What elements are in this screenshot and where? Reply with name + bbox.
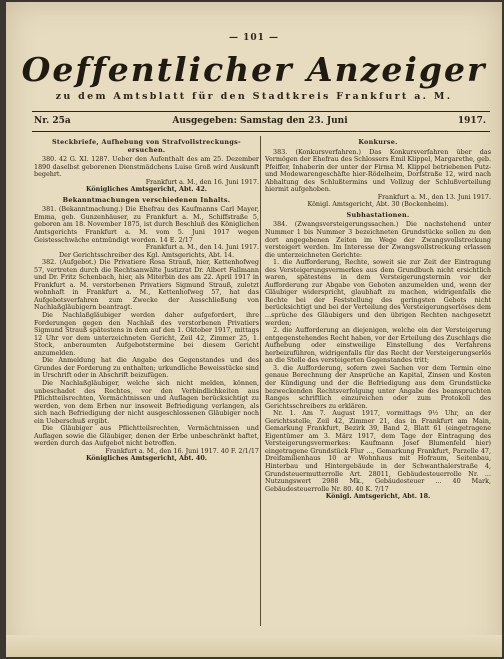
issue-bar (34, 116, 486, 130)
issue-year: 1917. (457, 116, 486, 126)
dateline: Frankfurt a. M., den 16. Juni 1917. 40 F. 2/1/17 (105, 446, 259, 455)
paragraph: Die Nachlaßgläubiger, welche sich nicht melden, können, unbeschadet des Rechtes, vor den Verbindlichkeiten aus Pflichtteilsrechten, Vermächtnissen und Auflagen berücksichtigt zu werden, von dem Erben nur insoweit Befriedigung verlangen, als sich nach Befriedigung der nicht ausgeschlossenen Gläubiger noch ein Ueberschuß ergibt. (34, 378, 259, 425)
masthead-subtitle: zu dem Amtsblatt für den Stadtkreis Frankfurt a. M. (55, 91, 453, 102)
section-heading: Bekanntmachungen verschiedenen Inhalts. (62, 195, 231, 204)
paragraph: 384. (Zwangsversteigerungssachen.) Die nachstehend unter Nummer 1 bis Nummer 3 bezeichneten Grundstücke sollen zu den dort angegebenen Zeiten im Wege der Zwangsvollstreckung versteigert werden. Im Interesse der Zwangsvollstreckung erlassen die unterzeichneten Gerichte: (265, 220, 491, 259)
signature-line: Königliches Amtsgericht, Abt. 42. (86, 185, 207, 194)
dateline: Frankfurt a. M., den 13. Juni 1917. (377, 192, 491, 201)
paragraph: 383. (Konkursverfahren.) Das Konkursverfahren über das Vermögen der Ehefrau des Schlossers Emil Klippel, Margarethe, geb. Pfeiffer, Inhaberin der unter der Firma M. Klippel betriebenen Putz- und Modewarengeschäfte hier-Rödelheim, Dorfstraße 12, wird nach Abhaltung des Schlußtermins und Vollzug der Schlußverteilung hiermit aufgehoben. (265, 147, 491, 194)
header-rule-bottom (32, 131, 490, 132)
section-heading: Subhastationen. (346, 210, 410, 219)
masthead-title: Oeffentlicher Anzeiger (21, 50, 487, 89)
dateline: Frankfurt a. M., den 16. Juni 1917. (145, 177, 259, 186)
header-rule-top (32, 111, 490, 112)
paragraph: 2. die Aufforderung an diejenigen, welche ein der Versteigerung entgegenstehendes Recht haben, vor der Erteilung des Zuschlags die Aufhebung oder einstweilige Einstellung des Verfahrens herbeizuführen, widrigenfalls für das Recht der Versteigerungserlös an die Stelle des versteigerten Gegenstandes tritt; (265, 326, 491, 365)
paragraph: Nr. 1. Am 7. August 1917, vormittags 9½ Uhr, an der Gerichtsstelle, Zeil 42, Zimmer 21, das in Frankfurt am Main, Gemarkung Frankfurt, Bezirk 39, Band 2, Blatt 61 (eingetragene Eigentümer am 3. März 1917, dem Tage der Eintragung des Versteigerungsvermerkes: Kaufmann Josef Blumenfeld hier) eingetragene Grundstück Flur ..., Gemarkung Frankfurt, Parzelle 47, Dreifamilienhaus 10 ar Wohnhaus mit Hofraum, Seitenbau, Hinterbau und Hintergebäude in der Schwanthalerstraße 4, Grundsteuermutterrolle Art. 28011, Gebäudesteuerrolle Nr. ... Nutzungswert 2988 Mk., Gebäudesteuer ... 40 Mark, Gebäudesteuerrolle Nr. 80. 40 K. 7/17 (265, 409, 491, 493)
page-bottom-margin (6, 635, 502, 657)
paragraph: Die Gläubiger aus Pflichtteilsrechten, Vermächtnissen und Auflagen sowie die Gläubiger, denen der Erbe unbeschränkt haftet, werden durch das Aufgebot nicht betroffen. (34, 424, 259, 448)
paragraph: 380. 42 G. XI. 1287. Ueber den Aufenthalt des am 25. Dezember 1890 daselbst geborenen Dienstmädchens Luise Groß wird Auskunft begehrt. (34, 155, 259, 179)
paragraph: 381. (Bekanntmachung.) Die Ehefrau des Kaufmanns Carl Mayer, Emma, geb. Gunzenhäuser, zu Frankfurt a. M., Schiffstraße 5, geboren am 18. November 1875, ist durch Beschluß des Königlichen Amtsgerichts Frankfurt a. M. vom 5. Juni 1917 wegen Geistesschwäche entmündigt worden. 14 E. 2/17 (34, 205, 259, 244)
left-column (34, 136, 259, 463)
paragraph: 382. (Aufgebot.) Die Privatiere Rosa Strauß, hier, Kettenhofweg 57, vertreten durch die Rechtsanwälte Justizrat Dr. Albert Fallmann und Dr. Fritz Schenbach, hier, als Miterbin des am 22. April 1917 in Frankfurt a. M. verstorbenen Privatiers Sigmund Strauß, zuletzt wohnhaft in Frankfurt a. M., Kettenhofweg 57, hat das Aufgebotsverfahren zum Zwecke der Ausschließung von Nachlaßgläubigern beantragt. (34, 258, 259, 312)
paragraph: 1. die Aufforderung, Rechte, soweit sie zur Zeit der Eintragung des Versteigerungsvermerkes aus dem Grundbuch nicht ersichtlich waren, spätestens in dem Versteigerungstermin vor der Aufforderung zur Abgabe von Geboten anzumelden und, wenn der Gläubiger widerspricht, glaubhaft zu machen, widrigenfalls die Rechte bei der Feststellung des geringsten Gebots nicht berücksichtigt und bei der Verteilung des Versteigerungserlöses dem ...sprüche des Gläubigers und den übrigen Rechten nachgesetzt werden; (265, 258, 491, 327)
section-heading: Konkurse. (358, 138, 398, 146)
paragraph: Die Nachlaßgläubiger werden daher aufgefordert, ihre Forderungen gegen den Nachlaß des verstorbenen Privatiers Sigmund Strauß spätestens in dem auf den 1. Oktober 1917, mittags 12 Uhr vor dem unterzeichneten Gericht, Zeil 42, Zimmer 25, 1. Stock, anberaumten Aufgebotstermine bei diesem Gericht anzumelden. (34, 311, 259, 357)
signature-line: Königliches Amtsgericht, Abt. 40. (86, 454, 207, 463)
page-number: — 101 — (228, 33, 280, 43)
section-heading: Steckbriefe, Aufhebung von Strafvollstreckungs-ersuchen. (52, 138, 241, 154)
issue-date: Ausgegeben: Samstag den 23. Juni (172, 116, 348, 126)
paragraph: Die Anmeldung hat die Angabe des Gegenstandes und des Grundes der Forderung zu enthalten; urkundliche Beweisstücke sind in Urschrift oder in Abschrift beizufügen. (34, 356, 259, 380)
right-column (265, 136, 491, 501)
signature-line: Königl. Amtsgericht, Abt. 18. (325, 492, 431, 501)
newspaper-page (6, 2, 502, 657)
paragraph: 3. die Aufforderung, sofern zwei Sachen vor dem Termin eine genaue Berechnung der Ansprüche an Kapital, Zinsen und Kosten der Kündigung und der die Befriedigung aus dem Grundstücke bezweckenden Rechtsverfolgung unter Angabe des beanspruchten Ranges schriftlich einzureichen oder zum Protokoll des Gerichtsschreibers zu erklären. (265, 363, 491, 410)
dateline: Frankfurt a. M., den 14. Juni 1917. (145, 243, 259, 252)
authority-line: Königl. Amtsgericht, Abt. 30 (Bockenheim). (307, 200, 449, 209)
column-divider (260, 136, 261, 626)
issue-number: Nr. 25a (34, 116, 71, 126)
authority-line: Der Gerichtsschreiber des Kgl. Amtsgerichts, Abt. 14. (58, 250, 235, 259)
